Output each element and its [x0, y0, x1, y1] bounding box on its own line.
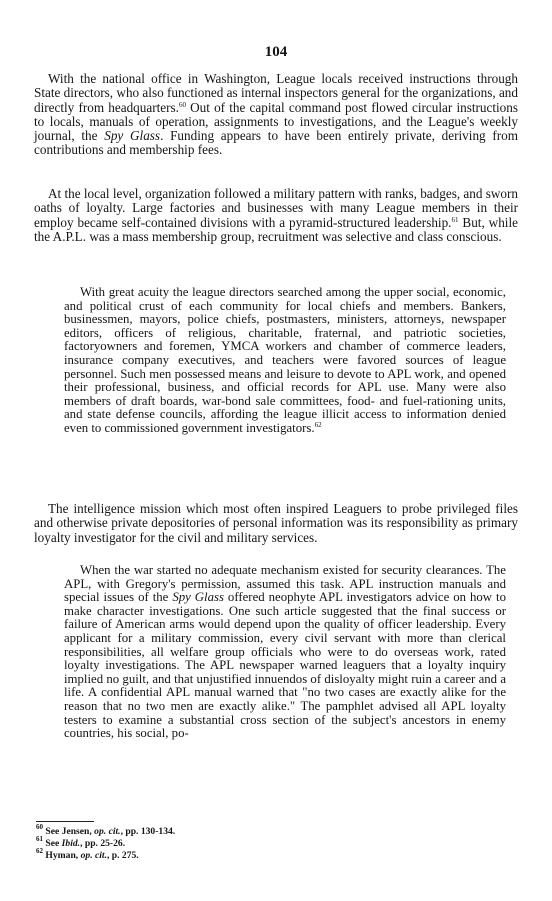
footnote-number: 62 [36, 847, 43, 855]
footnote-divider [36, 821, 94, 822]
footnote-number: 61 [36, 835, 43, 843]
footnote-citation: Ibid. [61, 838, 81, 849]
journal-title: Spy Glass [172, 590, 224, 605]
page-number: 104 [264, 44, 288, 60]
footnote-text: See [45, 838, 62, 849]
footnote-citation: op. cit. [80, 850, 107, 861]
footnote-ref: 60 [178, 100, 186, 109]
footnote-61 [36, 835, 126, 849]
footnote-ref: 61 [451, 215, 459, 224]
footnote-text: See Jensen, [45, 826, 95, 837]
footnote-text: Hyman, [45, 850, 81, 861]
journal-title: Spy Glass [104, 128, 161, 144]
footnote-text: , pp. 25-26. [80, 838, 126, 849]
block-quote-1 [64, 286, 506, 436]
footnote-60 [36, 823, 176, 837]
footnote-62 [36, 847, 139, 861]
footnote-citation: op. cit. [94, 826, 121, 837]
footnote-ref: 62 [314, 420, 322, 429]
quote-text: offered neophyte APL investigators advice on how to make character investigations. One such article suggested that the final success or failure of American arms would depend upon the quality of officer leadership. Every applicant for a military commission, every civil servant with more than clerical responsibilities, all welfare group officials who were to do overseas work, rated loyalty investigations. The APL newspaper warned leaguers that a loyalty inquiry implied no guilt, and that unjustified innuendos of disloyalty might ruin a career and a life. A confidential APL manual warned that "no two cases are exactly alike for the reason that no two men are exactly alike." The pamphlet advised all APL loyalty testers to examine a substantial cross section of the subject's ancestors in enemy countries, his social, po- [64, 590, 506, 741]
body-paragraph-2 [34, 187, 518, 244]
paragraph-text: Out of the capital command post flowed circular instructions to locals, manuals of operation, assignments to investigations, and the League's weekly journal, the [34, 99, 518, 144]
quote-text: When the war started no adequate mechanism existed for security clearances. The APL, with Gregory's permission, assumed this task. APL instruction manuals and special issues of the [64, 563, 506, 605]
footnote-text: , pp. 130-134. [120, 826, 176, 837]
block-quote-2 [64, 564, 506, 741]
footnote-text: , p. 275. [106, 850, 139, 861]
paragraph-text: But, while the A.P.L. was a mass membership group, recruitment was selective and class conscious. [34, 214, 518, 244]
paragraph-text: At the local level, organization followed a military pattern with ranks, badges, and sworn oaths of loyalty. Large factories and businesses with many League members in their employ became self-contained divisions with a pyramid-structured leadership. [34, 186, 518, 230]
paragraph-text: The intelligence mission which most often inspired Leaguers to probe privileged files and otherwise private depositories of personal information was its responsibility as primary loyalty investigator for the civil and military services. [34, 501, 518, 545]
body-paragraph-3 [34, 502, 518, 545]
quote-text: With great acuity the league directors searched among the upper social, economic, and political crust of each community for local chiefs and members. Bankers, businessmen, mayors, police chiefs, postmasters, ministers, attorneys, newspaper editors, officers of religious, charitable, fraternal, and patriotic societies, factoryowners and foremen, YMCA workers and chamber of commerce leaders, insurance company executives, and teachers were favored sources of league personnel. Such men possessed means and leisure to devote to APL work, and opened their professional, business, and official records for APL use. Many were also members of draft boards, war-bond sale committees, food- and fuel-rationing units, and state defense councils, affording the league illicit access to information denied even to commissioned government investigators. [64, 285, 506, 435]
footnote-number: 60 [36, 823, 43, 831]
body-paragraph-1 [34, 72, 518, 158]
paragraph-text: . Funding appears to have been entirely private, deriving from contributions and membership fees. [34, 128, 518, 158]
paragraph-text: With the national office in Washington, League locals received instructions through State directors, who also functioned as internal inspectors general for the organizations, and directly from headquarters. [34, 71, 518, 115]
